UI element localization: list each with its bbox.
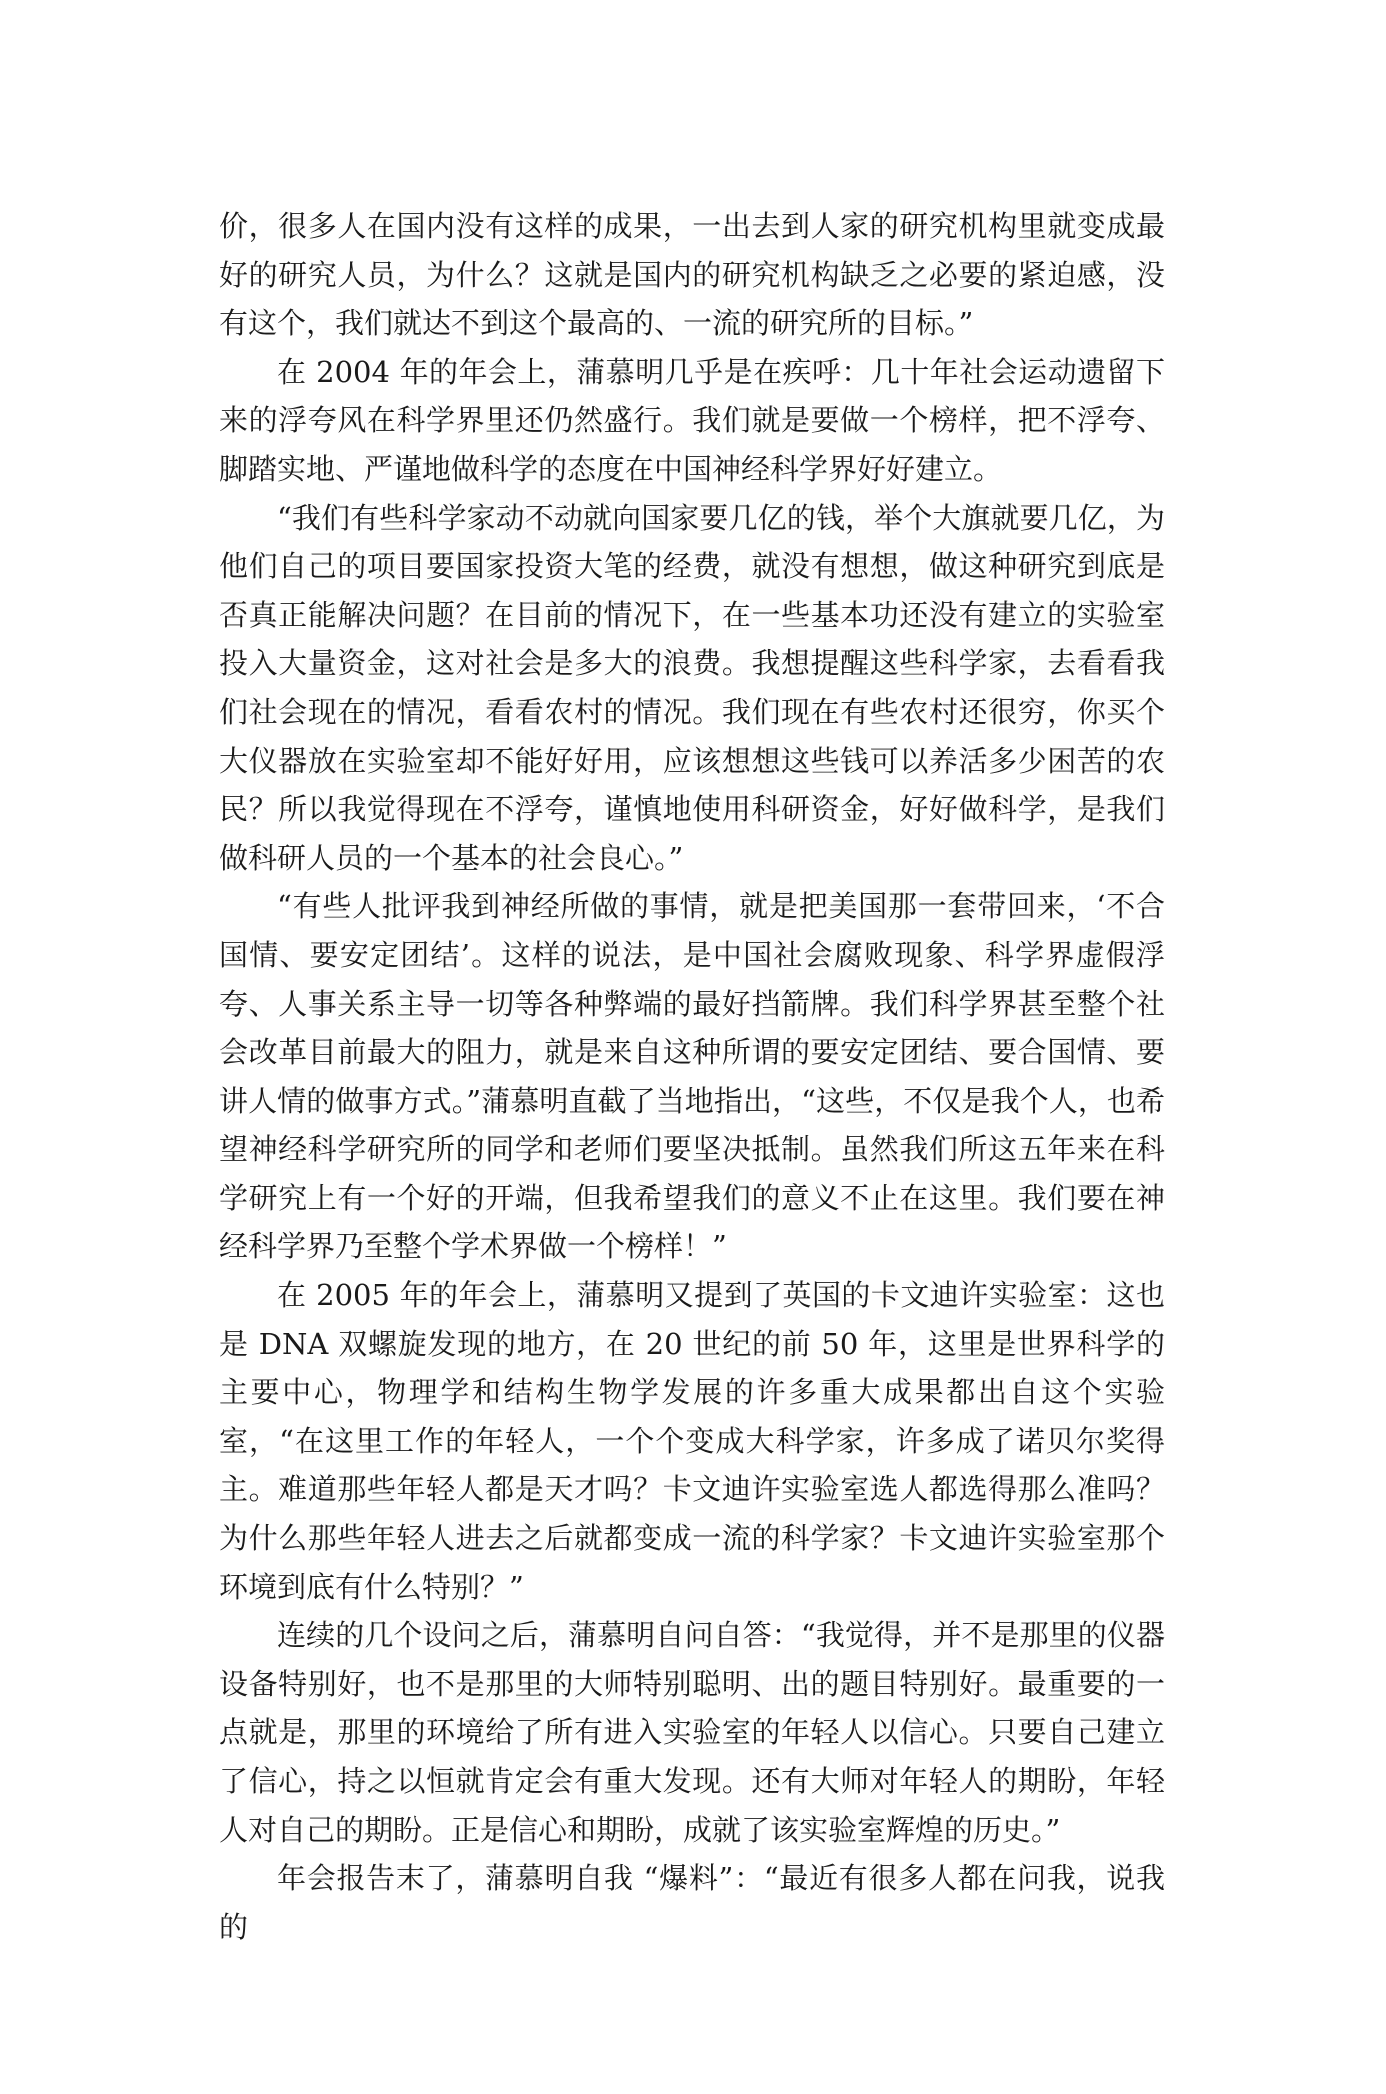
body-text [219, 202, 1165, 1951]
paragraph-4: “有些人批评我到神经所做的事情，就是把美国那一套带回来，‘不合国情、要安定团结’。这样的说法，是中国社会腐败现象、科学界虚假浮夸、人事关系主导一切等各种弊端的最好挡箭牌。我们科学界甚至整个社会改革目前最大的阻力，就是来自这种所谓的要安定团结、要合国情、要讲人情的做事方式。”蒲慕明直截了当地指出，“这些，不仅是我个人，也希望神经科学研究所的同学和老师们要坚决抵制。虽然我们所这五年来在科学研究上有一个好的开端，但我希望我们的意义不止在这里。我们要在神经科学界乃至整个学术界做一个榜样！” [219, 889, 1165, 1264]
paragraph-3: “我们有些科学家动不动就向国家要几亿的钱，举个大旗就要几亿，为他们自己的项目要国家投资大笔的经费，就没有想想，做这种研究到底是否真正能解决问题？在目前的情况下，在一些基本功还没有建立的实验室投入大量资金，这对社会是多大的浪费。我想提醒这些科学家，去看看我们社会现在的情况，看看农村的情况。我们现在有些农村还很穷，你买个大仪器放在实验室却不能好好用，应该想想这些钱可以养活多少困苦的农民？所以我觉得现在不浮夸，谨慎地使用科研资金，好好做科学，是我们做科研人员的一个基本的社会良心。” [219, 500, 1165, 875]
paragraph-2: 在 2004 年的年会上，蒲慕明几乎是在疾呼：几十年社会运动遗留下来的浮夸风在科学界里还仍然盛行。我们就是要做一个榜样，把不浮夸、脚踏实地、严谨地做科学的态度在中国神经科学界好好建立。 [219, 354, 1165, 486]
paragraph-5: 在 2005 年的年会上，蒲慕明又提到了英国的卡文迪许实验室：这也是 DNA 双螺旋发现的地方，在 20 世纪的前 50 年，这里是世界科学的主要中心，物理学和结构生物学发展的许多重大成果都出自这个实验室，“在这里工作的年轻人，一个个变成大科学家，许多成了诺贝尔奖得主。难道那些年轻人都是天才吗？卡文迪许实验室选人都选得那么准吗？为什么那些年轻人进去之后就都变成一流的科学家？卡文迪许实验室那个环境到底有什么特别？” [219, 1278, 1165, 1604]
paragraph-7: 年会报告末了，蒲慕明自我 “爆料”：“最近有很多人都在问我，说我的 [219, 1861, 1165, 1944]
paragraph-6: 连续的几个设问之后，蒲慕明自问自答：“我觉得，并不是那里的仪器设备特别好，也不是那里的大师特别聪明、出的题目特别好。最重要的一点就是，那里的环境给了所有进入实验室的年轻人以信心。只要自己建立了信心，持之以恒就肯定会有重大发现。还有大师对年轻人的期盼，年轻人对自己的期盼。正是信心和期盼，成就了该实验室辉煌的历史。” [219, 1618, 1165, 1847]
paragraph-1: 价，很多人在国内没有这样的成果，一出去到人家的研究机构里就变成最好的研究人员，为什么？这就是国内的研究机构缺乏之必要的紧迫感，没有这个，我们就达不到这个最高的、一流的研究所的目标。” [219, 209, 1165, 341]
